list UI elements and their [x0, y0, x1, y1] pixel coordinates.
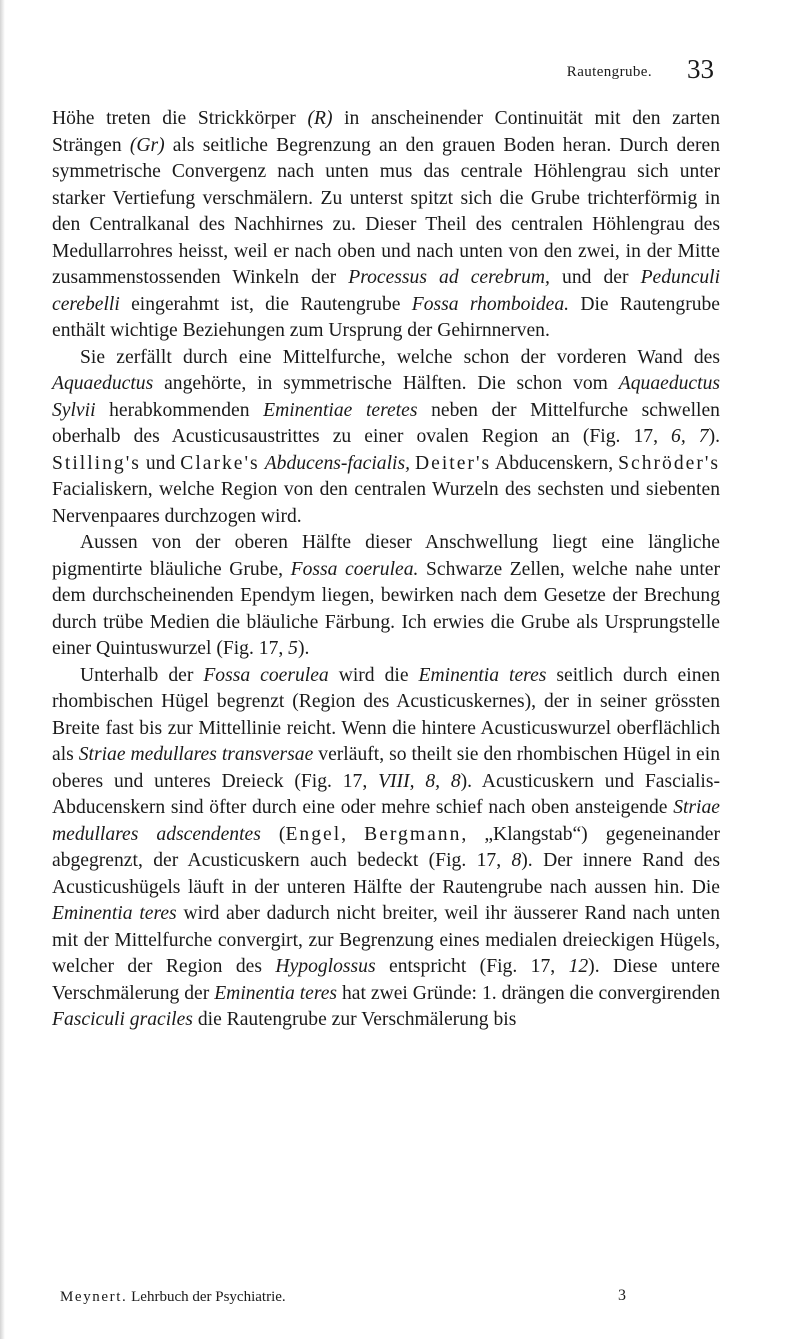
italic-run: Striae medullares adscendentes	[52, 797, 720, 845]
italic-run: Fossa coerulea.	[290, 558, 419, 580]
text-run: ).	[297, 638, 310, 659]
author-name: Deiter's	[415, 452, 492, 474]
text-run: entspricht (Fig. 17,	[375, 956, 569, 977]
italic-run: Eminentia teres	[52, 903, 177, 924]
text-run: ).	[708, 426, 720, 447]
text-run: wird aber dadurch nicht breiter, weil ihr äusserer Rand nach unten mit der Mittelfurche convergirt, zur Begrenzung eines medialen dreieckigen Hügels, welcher der Region des	[52, 903, 721, 977]
text-run: Höhe treten die Strickkörper	[52, 108, 308, 129]
text-run: hat zwei Gründe: 1. drängen die convergirenden	[337, 982, 720, 1004]
text-run: seitlich durch einen rhombischen Hügel begrenzt (Region des Acusticuskernes), der in seiner grössten Breite fast bis zur Mittellinie reicht. Wenn die hintere Acusticuswurzel oberflächlich als	[52, 664, 720, 765]
italic-run: 5	[288, 638, 298, 659]
author-name: Engel	[285, 823, 342, 845]
running-header	[0, 54, 800, 98]
text-run: eingerahmt ist, die Rautengrube	[119, 293, 412, 315]
text-run: Unterhalb der	[80, 664, 204, 686]
text-run: ). Acusticuskern und Fascialis-Abducenskern sind öfter durch eine oder mehre schief nach oben ansteigende	[52, 770, 721, 818]
italic-run: Eminentiae teretes	[263, 399, 418, 421]
italic-run: Eminentia teres	[214, 982, 338, 1004]
text-run: neben der Mittelfurche schwellen oberhalb des Acusticusaustrittes zu einer ovalen Region an (Fig. 17,	[52, 399, 720, 447]
author-name: Bergmann	[364, 823, 462, 845]
author-name: Stilling's	[52, 452, 141, 474]
italic-run: 8	[511, 850, 522, 871]
italic-run: 6, 7	[671, 426, 709, 447]
italic-run: VIII, 8, 8	[378, 770, 461, 792]
paragraph-4	[52, 663, 720, 1034]
italic-run: Processus ad cerebrum,	[348, 267, 550, 288]
text-run: herabkommenden	[95, 399, 264, 421]
text-run: ). Der innere Rand des Acusticushügels läuft in der unteren Hälfte der Rautengrube nach aussen hin. Die	[52, 850, 720, 898]
italic-run: Aquaeductus Sylvii	[52, 373, 720, 421]
paragraph-3	[52, 530, 720, 663]
text-run: wird die	[328, 664, 419, 686]
paragraph-1	[52, 106, 720, 345]
italic-run: 12	[568, 956, 589, 977]
italic-run: Fasciculi graciles	[52, 1009, 193, 1030]
italic-run: (Gr)	[129, 134, 165, 156]
running-head-title: Rautengrube.	[566, 64, 652, 80]
italic-run: Fossa rhomboidea.	[411, 293, 570, 315]
footer-author: Meynert.	[60, 1289, 128, 1305]
text-run: , „Klangstab“) gegeneinander abgegrenzt, der Acusticuskern auch bedeckt (Fig. 17,	[52, 823, 720, 871]
text-run: Facialiskern, welche Region von den centralen Wurzeln des sechsten und siebenten Nervenpaares durchzogen wird.	[52, 479, 720, 527]
text-run: ). Diese untere Verschmälerung der	[52, 956, 720, 1004]
page-number: 33	[687, 54, 714, 84]
text-run: Schwarze Zellen, welche nahe unter dem durchscheinenden Ependym liegen, bewirken nach dem Gesetze der Brechung durch trübe Medien die bläuliche Färbung. Ich erwies die Grube als Ursprungstelle einer Quintuswurzel (Fig. 17,	[52, 558, 720, 659]
italic-run: Abducens-facialis,	[264, 452, 410, 474]
italic-run: Fossa coerulea	[203, 664, 329, 686]
italic-run: Hypoglossus	[275, 956, 376, 977]
page-edge-shadow	[0, 0, 5, 1339]
text-run: Die Rautengrube enthält wichtige Beziehungen zum Ursprung der Gehirnnerven.	[52, 293, 721, 341]
text-run: die Rautengrube zur Verschmälerung bis	[192, 1009, 517, 1030]
italic-run: Striae medullares transversae	[78, 744, 314, 765]
text-run: angehörte, in symmetrische Hälften. Die schon vom	[153, 373, 619, 394]
author-name: Clarke's	[180, 452, 260, 474]
italic-run: (R)	[307, 108, 333, 129]
page-footer	[60, 1289, 720, 1306]
paragraph-2	[52, 345, 720, 531]
text-run: ,	[341, 823, 365, 845]
text-run: Sie zerfällt durch eine Mittelfurche, welche schon der vorderen Wand des	[80, 346, 720, 368]
italic-run: Aquaeductus	[52, 373, 154, 394]
body-text	[52, 106, 720, 1034]
text-run: Abducenskern,	[491, 452, 619, 474]
footer-book-title: Lehrbuch der Psychiatrie.	[127, 1289, 286, 1305]
text-run: als seitliche Begrenzung an den grauen Boden heran. Durch deren symmetrische Convergenz nach unten mus das centrale Höhlengrau sich unter starker Vertiefung verschmälern. Zu unterst spitzt sich die Grube trichterförmig in den Centralkanal des Nachhirnes zu. Dieser Theil des centralen Höhlengrau des Medullarrohres heisst, weil er nach oben und nach unten von den zwei, in der Mitte zusammenstossenden Winkeln der	[52, 134, 720, 288]
italic-run: Eminentia teres	[418, 664, 547, 686]
italic-run: Pedunculi cerebelli	[52, 267, 721, 315]
text-run: Aussen von der oberen Hälfte dieser Anschwellung liegt eine längliche pigmentirte bläuliche Grube,	[52, 532, 720, 580]
text-run: verläuft, so theilt sie den rhombischen Hügel in ein oberes und unteres Dreieck (Fig. 17,	[52, 744, 720, 792]
text-run: in anscheinender Continuität mit den zarten Strängen	[52, 108, 721, 156]
author-name: Schröder's	[618, 452, 721, 474]
text-run: (	[260, 823, 286, 845]
text-run: und	[140, 452, 181, 474]
text-run: und der	[549, 267, 641, 288]
signature-mark: 3	[618, 1287, 626, 1304]
